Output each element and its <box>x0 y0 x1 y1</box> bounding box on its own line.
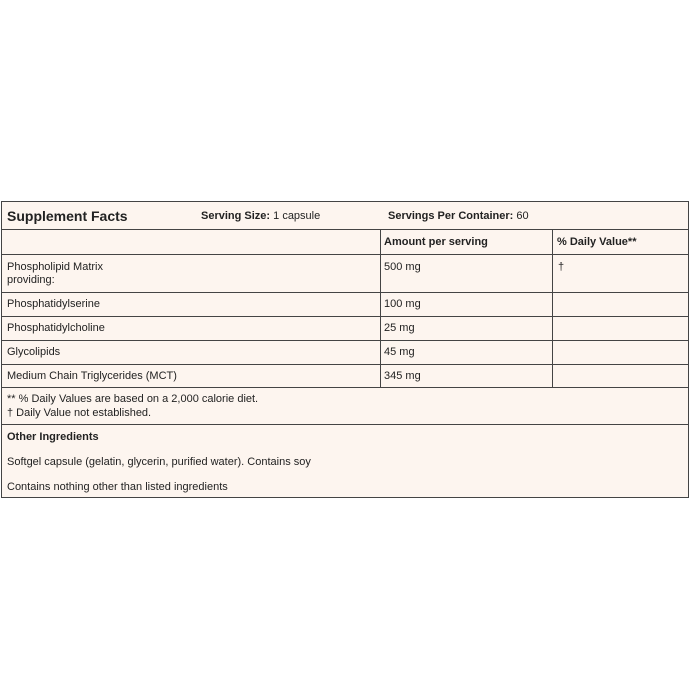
table-title: Supplement Facts <box>7 208 128 224</box>
nutrient-name: Glycolipids <box>7 346 61 358</box>
serving-size-label: Serving Size: <box>201 210 271 222</box>
serving-size-value: 1 capsule <box>273 210 321 222</box>
servings-per-container <box>388 210 529 223</box>
footnote: ** % Daily Values are based on a 2,000 calorie diet. <box>7 393 259 405</box>
divider <box>2 424 688 425</box>
daily-value-column-header: % Daily Value** <box>557 236 637 248</box>
column-divider <box>552 229 553 387</box>
nutrient-amount: 500 mg <box>384 261 421 273</box>
nutrient-name <box>7 261 103 287</box>
nutrient-name-line: providing: <box>7 274 55 286</box>
divider <box>2 340 688 341</box>
divider <box>2 292 688 293</box>
nutrient-name: Phosphatidylcholine <box>7 322 105 334</box>
divider <box>2 229 688 230</box>
nutrient-name-line: Phospholipid Matrix <box>7 261 103 273</box>
divider <box>2 254 688 255</box>
footnote: † Daily Value not established. <box>7 407 152 419</box>
nutrient-amount: 100 mg <box>384 298 421 310</box>
amount-column-header: Amount per serving <box>384 236 488 248</box>
nutrient-amount: 25 mg <box>384 322 415 334</box>
nutrient-amount: 345 mg <box>384 370 421 382</box>
divider <box>2 316 688 317</box>
servings-per-container-value: 60 <box>516 210 529 222</box>
nutrient-daily-value: † <box>558 261 565 273</box>
divider <box>2 364 688 365</box>
serving-size <box>201 210 320 223</box>
supplement-facts-table <box>1 201 689 498</box>
nutrient-name: Medium Chain Triglycerides (MCT) <box>7 370 177 382</box>
nutrient-amount: 45 mg <box>384 346 415 358</box>
column-divider <box>380 229 381 387</box>
other-ingredients-text: Softgel capsule (gelatin, glycerin, purified water). Contains soy <box>7 456 311 468</box>
nutrient-name: Phosphatidylserine <box>7 298 100 310</box>
other-ingredients-text: Contains nothing other than listed ingredients <box>7 481 228 493</box>
other-ingredients-heading: Other Ingredients <box>7 431 99 443</box>
divider <box>2 387 688 388</box>
servings-per-container-label: Servings Per Container: <box>388 210 514 222</box>
